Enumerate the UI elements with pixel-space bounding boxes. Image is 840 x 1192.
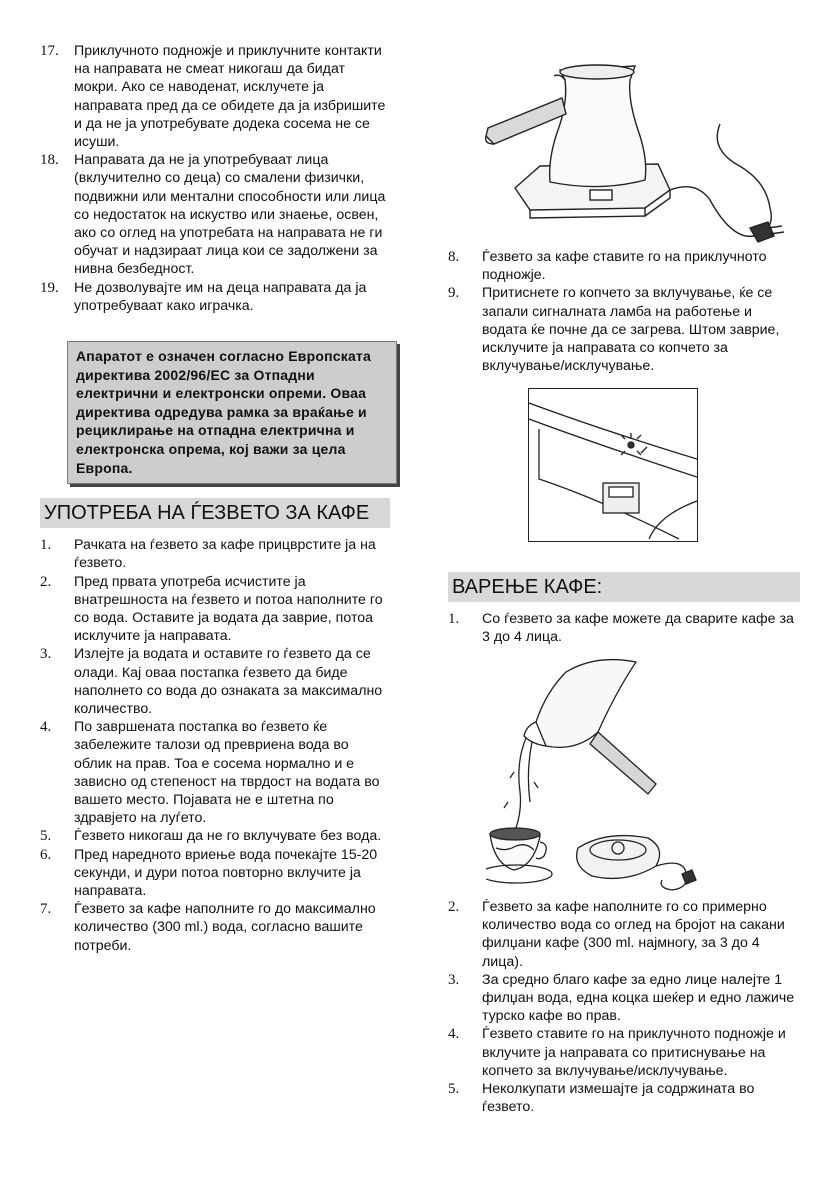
brewing-continued [448,898,800,1116]
brewing-section [448,572,800,646]
list-item [40,42,390,151]
pouring-coffee-illustration [486,652,698,892]
usage-list [40,536,390,955]
power-switch-closeup-illustration [528,388,698,542]
item-number: 3. [40,646,52,663]
item-text: Излејте ја водата и оставите го ѓезвето да се олади. Кај оваа постапка ѓезвето да биде наполнето со вода до ознаката за максимално количество. [74,646,383,718]
item-number: 1. [448,611,460,627]
list-item [448,898,800,971]
item-number: 5. [448,1081,460,1098]
item-number: 1. [40,537,52,554]
brewing-list-a [448,610,800,646]
item-number: 4. [40,719,52,736]
list-item [448,971,800,1026]
item-number: 19. [40,279,59,296]
coffee-pot-on-base-illustration [470,40,790,260]
item-number: 2. [448,899,460,915]
list-item [40,151,390,278]
item-text: Пред наредното вриење вода почекајте 15-20 секунди, и дури потоа повторно вклучите ја направата. [74,846,378,900]
right-column [448,248,800,375]
list-item [40,573,390,646]
item-text: Неколкупати измешајте ја содржината во ѓезвето. [482,1081,755,1116]
item-number: 9. [448,285,460,302]
item-text: По завршената постапка во ѓезвето ќе забележите талози од превриена вода во облик на прав. Тоа е сосема нормално и е зависно од степеност на тврдост на водата во вашето место. Појавата не е штетна по здравјето на луѓето. [74,719,380,827]
list-item [448,248,800,284]
operation-list [448,248,800,375]
item-text: Ѓезвето никогаш да не го вклучувате без вода. [74,828,382,845]
list-item [40,900,390,955]
list-item [448,1080,800,1116]
list-item [448,284,800,375]
item-number: 6. [40,846,52,863]
item-number: 7. [40,901,52,918]
safety-list [40,42,390,315]
list-item [40,718,390,827]
weee-notice-box: Апаратот е означен согласно Европската директива 2002/96/EC за Отпадни електрични и електронски опреми. Оваа директива одредува рамка за враќање и рециклирање на отпадна електрична и електронска опрема, кој важи за цела Европа. [67,341,397,484]
brewing-list-b [448,898,800,1116]
item-number: 4. [448,1026,460,1043]
item-number: 18. [40,152,59,169]
item-number: 2. [40,573,52,590]
item-text: Ѓезвето за кафе ставите го на приклучното подножје. [482,249,767,284]
item-text: Ѓезвето ставите го на приклучното подножје и вклучите ја направата со притиснување на копчето за вклучување/исклучување. [482,1026,786,1079]
item-text: Ѓезвето за кафе наполните го со примерно количество вода со оглед на бројот на сакани филџани кафе (300 ml. најмногу, за 3 до 4 лица). [482,899,785,970]
item-number: 3. [448,971,460,988]
list-item [40,645,390,718]
item-text: Со ѓезвето за кафе можете да сварите кафе за 3 до 4 лица. [482,611,794,646]
list-item [448,610,800,646]
item-text: Пред првата употреба исчистите ја внатрешноста на ѓезвето и потоа наполните го со вода. Оставите ја водата да заврие, потоа исклучите ја направата. [74,573,383,645]
item-text: Рачката на ѓезвето за кафе прицврстите ја на ѓезвето. [74,537,376,572]
item-text: Приклучното подножје и приклучните контакти на направата не смеат никогаш да бидат мокри. Ако се наводенат, исклучете ја направата пред да се обидете да ја избришите и да не ја употребувате додека сосема не се исуши. [74,43,386,151]
list-item [40,536,390,572]
item-number: 8. [448,249,460,265]
brewing-heading: ВАРЕЊЕ КАФЕ: [448,572,800,602]
item-text: За средно благо кафе за едно лице налејте 1 филџан вода, една коцка шеќер и едно лажиче турско кафе во прав. [482,971,795,1025]
item-number: 17. [40,43,59,59]
left-column [40,42,390,955]
list-item [40,279,390,315]
list-item [40,827,390,845]
item-text: Притиснете го копчето за вклучување, ќе се запали сигналната ламба на работење и водата ќе почне да се загрева. Штом заврие, исклучите ја направата со копчето за вклучување/исклучување. [482,285,780,375]
item-number: 5. [40,828,52,845]
usage-heading: УПОТРЕБА НА ЃЕЗВЕТО ЗА КАФЕ [40,498,390,528]
item-text: Направата да не ја употребуваат лица (вклучително со деца) со смалени физички, подвижни или ментални способности или лица со недостаток на искуство или знаење, освен, ако со оглед на употребата на направата не ги обучат и надзираат лица кои се задолжени за нивна безбедност. [74,152,386,278]
item-text: Не дозволувајте им на деца направата да ја употребуваат како играчка. [74,279,367,314]
list-item [40,846,390,901]
list-item [448,1025,800,1080]
item-text: Ѓезвето за кафе наполните го до максимално количество (300 ml.) вода, согласно вашите потреби. [74,901,376,954]
